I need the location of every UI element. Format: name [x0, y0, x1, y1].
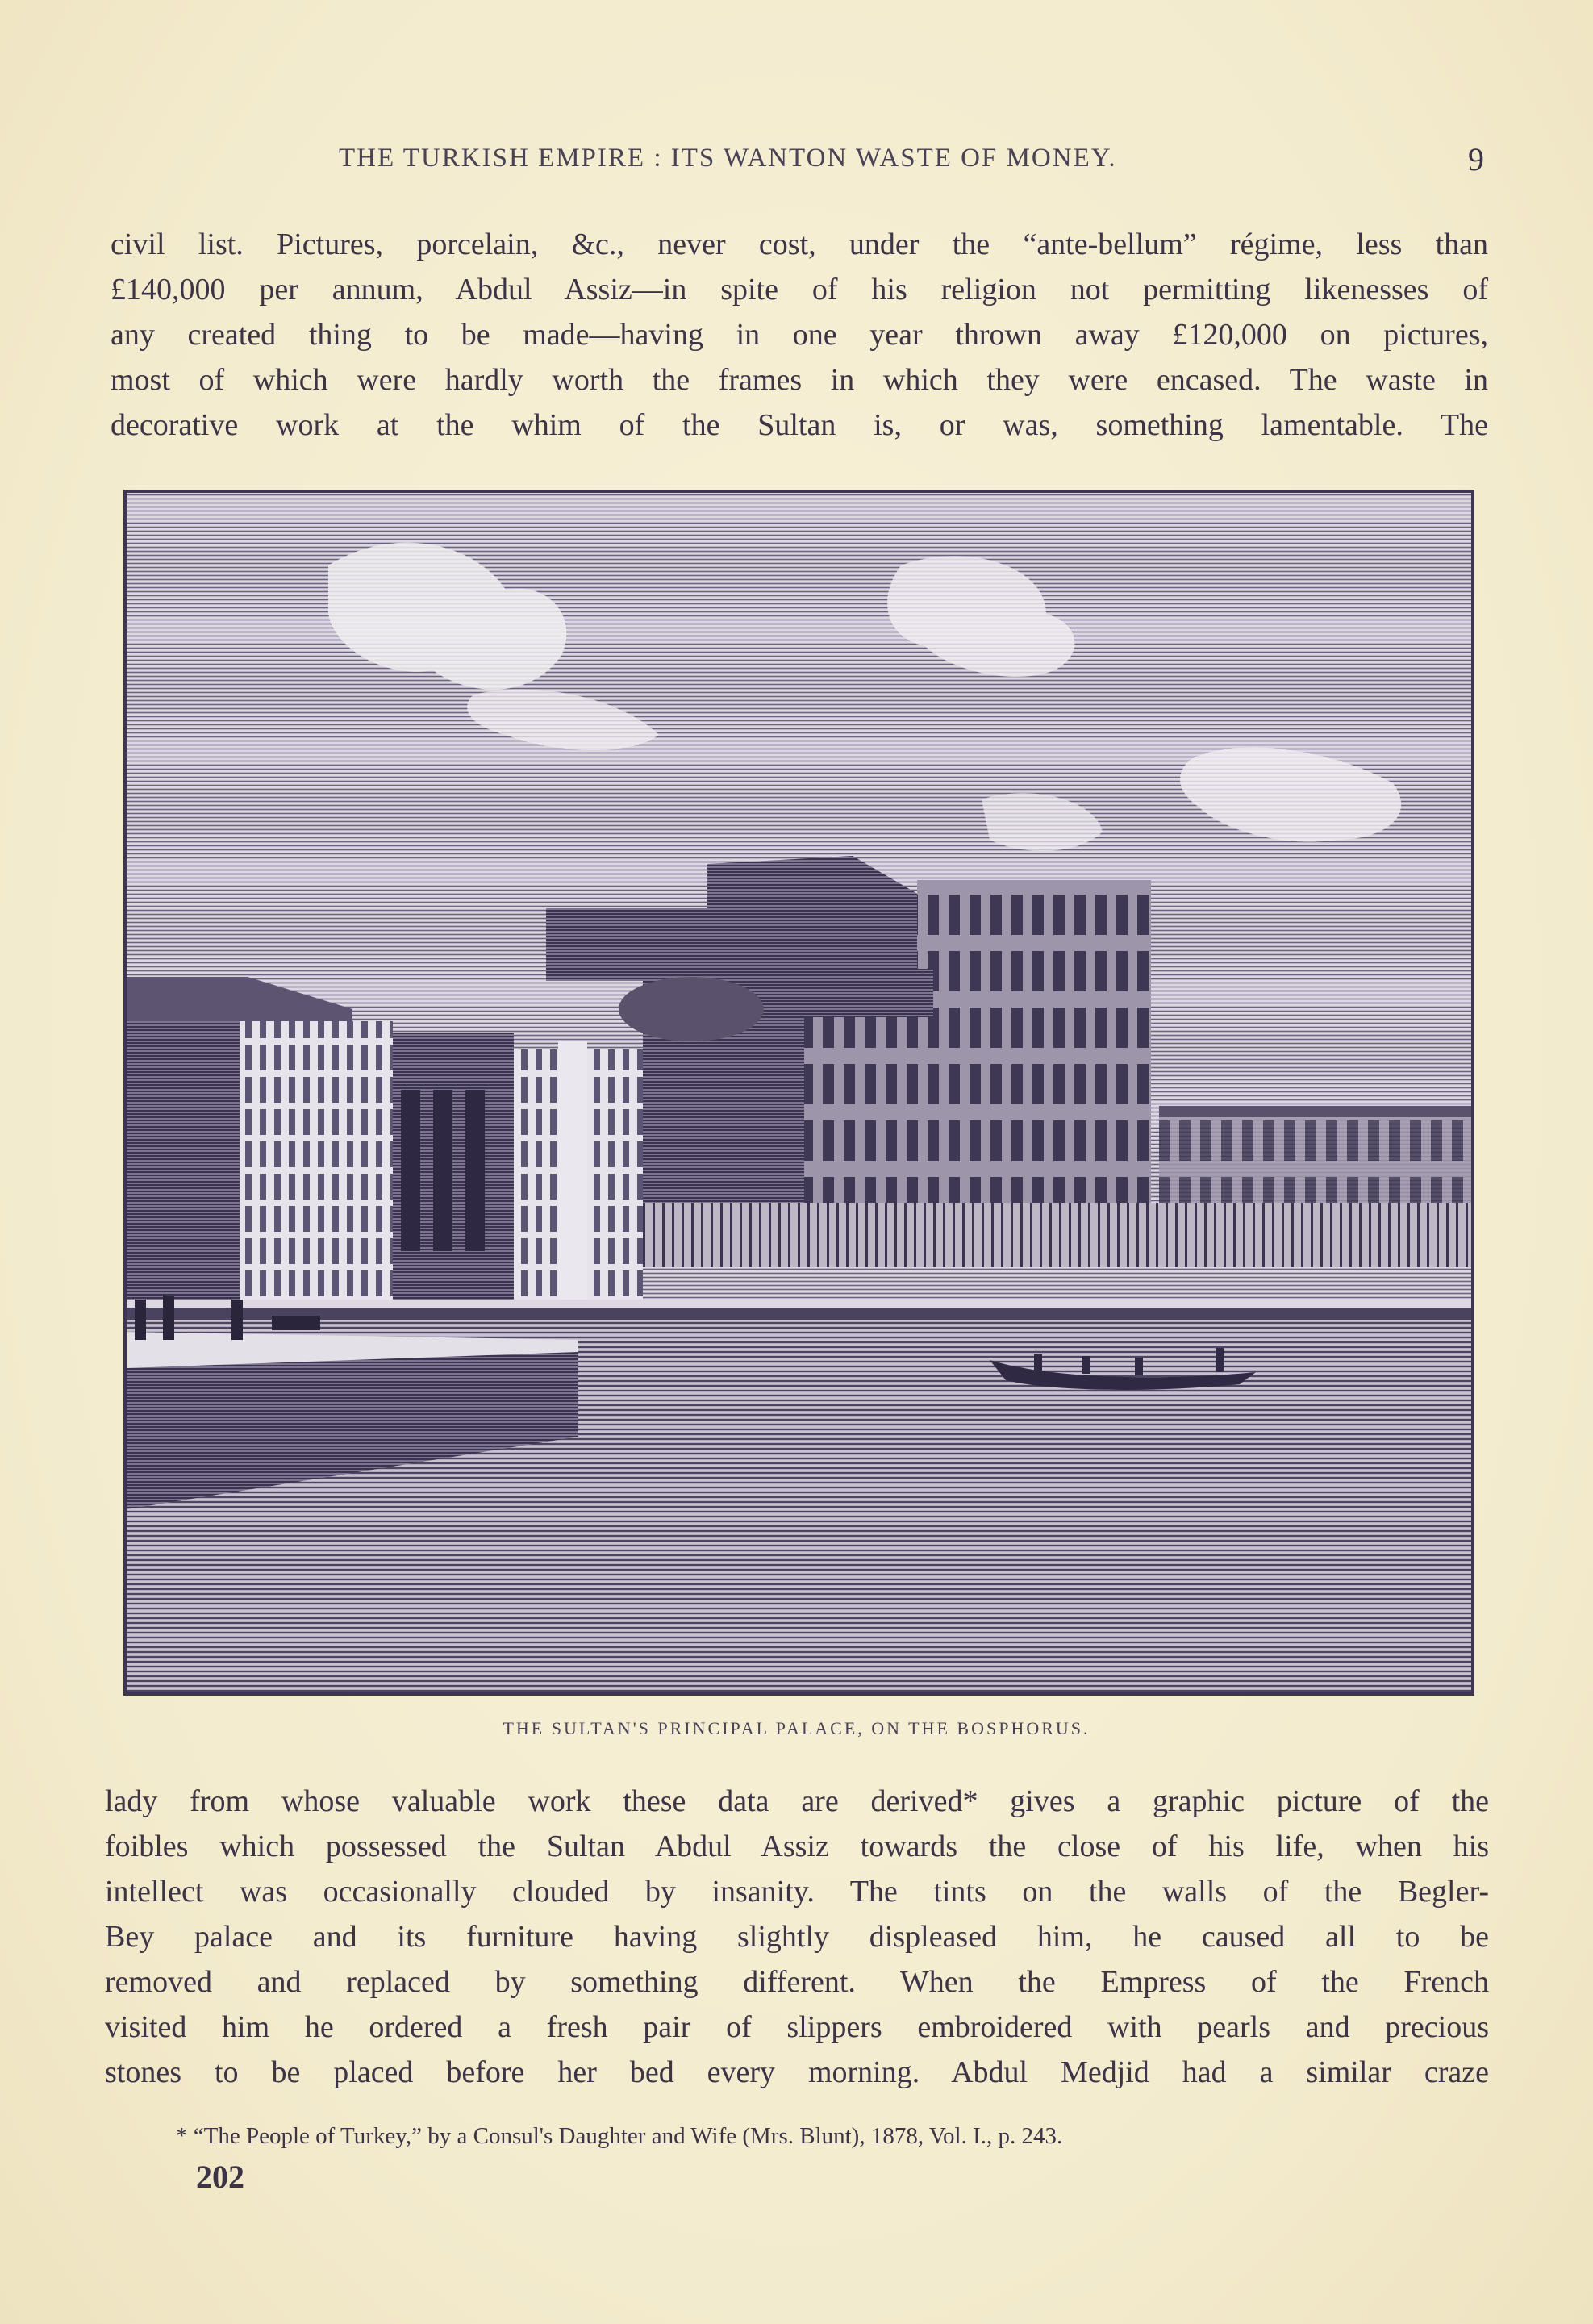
text-line: £140,000 per annum, Abdul Assiz—in spite of his religion not permitting likenesses of — [111, 273, 1488, 307]
text-line: foibles which possessed the Sultan Abdul Assiz towards the close of his life, when his — [105, 1830, 1489, 1863]
text-line: most of which were hardly worth the frames in which they were encased. The waste in — [111, 363, 1488, 397]
figure-caption: THE SULTAN'S PRINCIPAL PALACE, ON THE BOSPHORUS. — [503, 1718, 1090, 1738]
arcade-building — [240, 1021, 393, 1320]
running-header — [113, 141, 1484, 184]
text-line: removed and replaced by something different. When the Empress of the French — [105, 1965, 1489, 1999]
text-line: any created thing to be made—having in one year thrown away £120,000 on pictures, — [111, 318, 1488, 352]
text-line: lady from whose valuable work these data are derived* gives a graphic picture of the — [105, 1784, 1489, 1818]
palace-engraving — [123, 490, 1474, 1696]
folio-number: 202 — [196, 2159, 244, 2195]
palace-railing — [643, 1203, 1471, 1267]
page-number: 9 — [1468, 141, 1484, 177]
text-line: visited him he ordered a fresh pair of slippers embroidered with pearls and precious — [105, 2010, 1489, 2044]
left-building — [127, 1021, 240, 1320]
footnote: * “The People of Turkey,” by a Consul's Daughter and Wife (Mrs. Blunt), 1878, Vol. I., p. 243. — [176, 2123, 1063, 2149]
text-line: stones to be placed before her bed every morning. Abdul Medjid had a similar craze — [105, 2055, 1489, 2089]
bottom-paragraph — [105, 1779, 1489, 2095]
text-line: civil list. Pictures, porcelain, &c., never cost, under the “ante-bellum” régime, less than — [111, 227, 1488, 261]
text-line: decorative work at the whim of the Sultan is, or was, something lamentable. The — [111, 408, 1488, 442]
top-paragraph — [111, 222, 1488, 448]
text-line: intellect was occasionally clouded by insanity. The tints on the walls of the Begler- — [105, 1875, 1489, 1909]
palace-tower — [917, 880, 1151, 1219]
text-line: Bey palace and its furniture having slightly displeased him, he caused all to be — [105, 1920, 1489, 1954]
engraving-illustration — [127, 493, 1471, 1692]
running-title: THE TURKISH EMPIRE : ITS WANTON WASTE OF MONEY. — [339, 144, 1117, 173]
